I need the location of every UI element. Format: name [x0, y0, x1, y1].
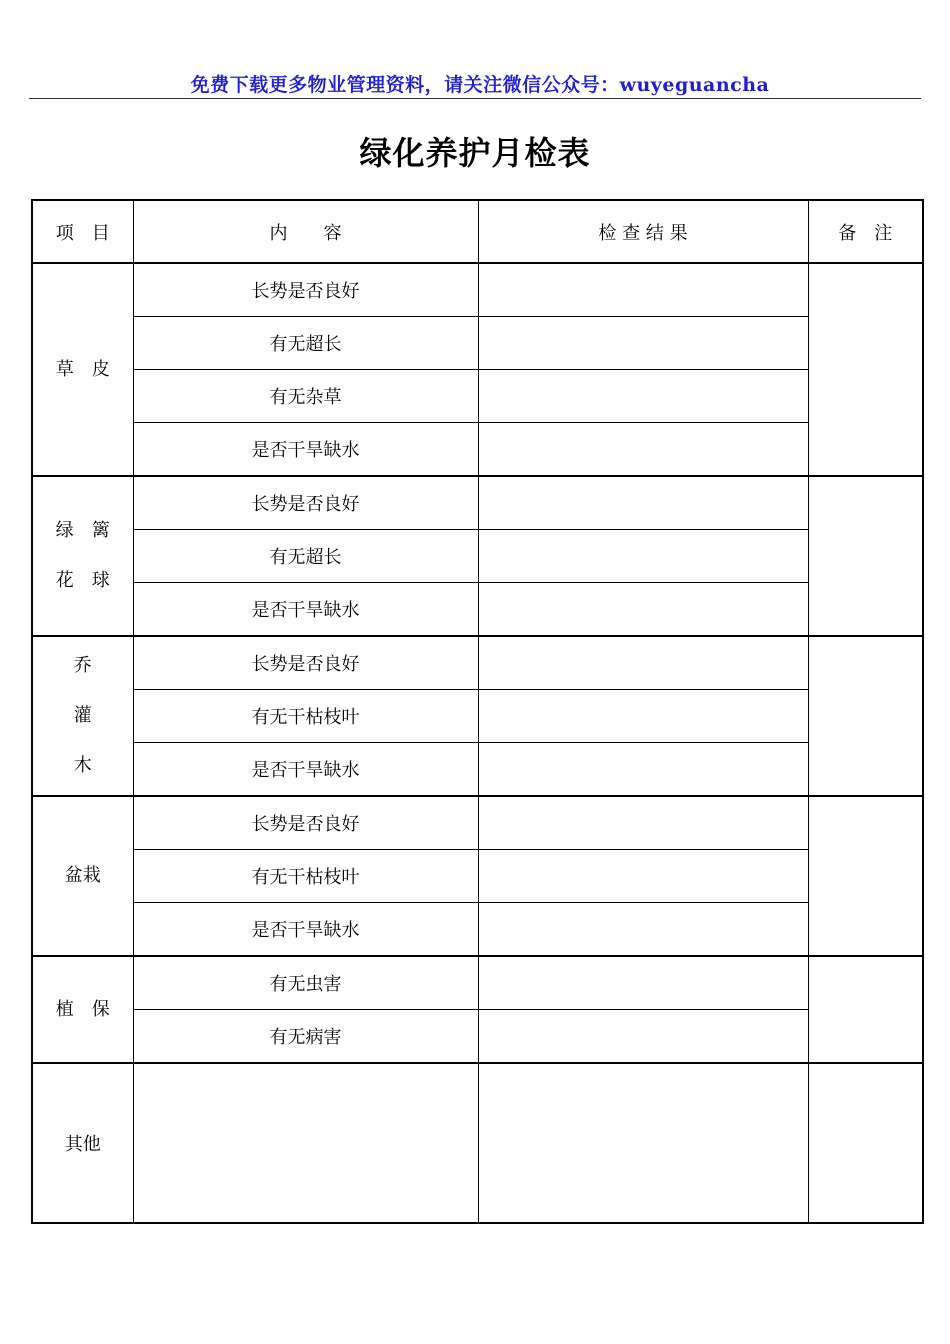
result-cell[interactable]	[478, 423, 808, 477]
content-cell: 有无病害	[133, 1010, 478, 1064]
content-cell: 有无超长	[133, 530, 478, 583]
remark-cell[interactable]	[808, 796, 923, 956]
table-row	[32, 1010, 923, 1064]
remark-cell[interactable]	[808, 263, 923, 476]
result-cell[interactable]	[478, 370, 808, 423]
category-cell	[32, 636, 133, 796]
result-cell[interactable]	[478, 583, 808, 637]
category-cell	[32, 956, 133, 1063]
table-row	[32, 263, 923, 317]
remark-cell[interactable]	[808, 956, 923, 1063]
category-cell	[32, 476, 133, 636]
category-label: 草 皮	[55, 358, 110, 380]
category-label: 盆栽	[64, 865, 101, 886]
category-label: 木	[73, 755, 92, 776]
result-cell[interactable]	[478, 796, 808, 850]
content-cell: 是否干旱缺水	[133, 583, 478, 637]
category-label: 乔	[73, 655, 92, 676]
content-cell: 有无超长	[133, 317, 478, 370]
table-row-other	[32, 1063, 923, 1223]
content-cell: 长势是否良好	[133, 796, 478, 850]
table-row	[32, 317, 923, 370]
content-cell: 是否干旱缺水	[133, 743, 478, 797]
content-cell: 长势是否良好	[133, 263, 478, 317]
column-header-item: 项 目	[32, 200, 133, 263]
category-label: 植 保	[55, 998, 110, 1020]
table-row	[32, 903, 923, 957]
result-cell[interactable]	[478, 903, 808, 957]
content-cell: 长势是否良好	[133, 476, 478, 530]
table-row	[32, 476, 923, 530]
table-row	[32, 370, 923, 423]
table-row	[32, 636, 923, 690]
inspection-table	[31, 199, 924, 1224]
content-cell: 长势是否良好	[133, 636, 478, 690]
result-cell[interactable]	[478, 956, 808, 1010]
table-row	[32, 796, 923, 850]
table-row	[32, 956, 923, 1010]
result-cell[interactable]	[478, 1010, 808, 1064]
result-cell[interactable]	[478, 690, 808, 743]
table-header-row	[32, 200, 923, 263]
category-cell	[32, 796, 133, 956]
column-header-remark: 备 注	[808, 200, 923, 263]
result-cell[interactable]	[478, 636, 808, 690]
category-cell-other: 其他	[32, 1063, 133, 1223]
result-cell[interactable]	[478, 476, 808, 530]
content-cell: 有无虫害	[133, 956, 478, 1010]
content-cell: 有无干枯枝叶	[133, 690, 478, 743]
table-row	[32, 850, 923, 903]
table-row	[32, 690, 923, 743]
result-cell[interactable]	[478, 263, 808, 317]
header-divider	[29, 98, 921, 99]
remark-cell[interactable]	[808, 1063, 923, 1223]
table-row	[32, 743, 923, 797]
result-cell[interactable]	[478, 850, 808, 903]
column-header-result: 检 查 结 果	[478, 200, 808, 263]
table-row	[32, 530, 923, 583]
table-row	[32, 583, 923, 637]
table-row	[32, 423, 923, 477]
content-cell: 有无杂草	[133, 370, 478, 423]
category-label: 花 球	[55, 570, 110, 591]
content-cell: 是否干旱缺水	[133, 903, 478, 957]
download-notice: 免费下载更多物业管理资料，请关注微信公众号：wuyeguancha	[190, 74, 770, 96]
result-cell[interactable]	[478, 317, 808, 370]
content-cell: 有无干枯枝叶	[133, 850, 478, 903]
remark-cell[interactable]	[808, 636, 923, 796]
page-title: 绿化养护月检表	[359, 134, 591, 172]
category-label: 绿 篱	[55, 520, 110, 541]
remark-cell[interactable]	[808, 476, 923, 636]
result-cell[interactable]	[478, 743, 808, 797]
column-header-content: 内 容	[133, 200, 478, 263]
category-cell	[32, 263, 133, 476]
content-cell: 是否干旱缺水	[133, 423, 478, 477]
category-label: 灌	[73, 705, 92, 726]
result-cell[interactable]	[478, 1063, 808, 1223]
content-cell	[133, 1063, 478, 1223]
result-cell[interactable]	[478, 530, 808, 583]
